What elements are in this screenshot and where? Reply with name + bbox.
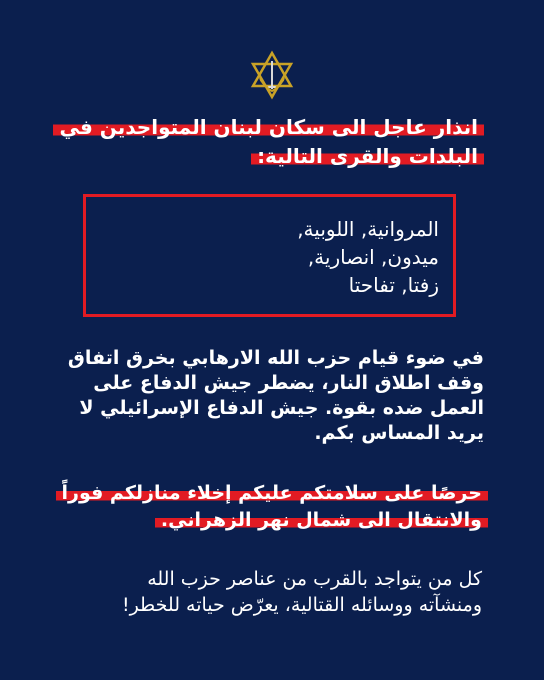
heading-line-1: انذار عاجل الى سكان لبنان المتواجدين في — [53, 115, 484, 139]
villages-list — [119, 215, 439, 299]
villages-line-2: ميدون, انصارية, — [307, 245, 439, 269]
villages-line-3: زفتا, تفاحتا — [348, 273, 439, 297]
idf-emblem-icon — [247, 50, 297, 100]
paragraph2-line-1: حرصًا على سلامتكم عليكم إخلاء منازلكم فوراً — [56, 482, 489, 504]
heading-line-2: البلدات والقرى التالية: — [251, 144, 484, 168]
danger-paragraph — [40, 566, 482, 618]
ceasefire-paragraph — [50, 346, 484, 446]
paragraph1-line-3: العمل ضده بقوة. جيش الدفاع الإسرائيلي لا — [79, 397, 484, 419]
evacuation-paragraph — [40, 480, 488, 534]
paragraph3-line-1: كل من يتواجد بالقرب من عناصر حزب الله — [147, 568, 482, 590]
paragraph1-line-4: يريد المساس بكم. — [314, 422, 484, 444]
paragraph1-line-2: وقف اطلاق النار، يضطر جيش الدفاع على — [93, 372, 484, 394]
paragraph2-line-2: والانتقال الى شمال نهر الزهراني. — [155, 509, 488, 531]
paragraph1-line-1: في ضوء قيام حزب الله الارهابي بخرق اتفاق — [67, 347, 484, 369]
villages-line-1: المروانية, اللوبية, — [297, 217, 439, 241]
paragraph3-line-2: ومنشآته ووسائله القتالية، يعرّض حياته للخطر! — [121, 594, 482, 616]
warning-heading — [60, 113, 484, 171]
